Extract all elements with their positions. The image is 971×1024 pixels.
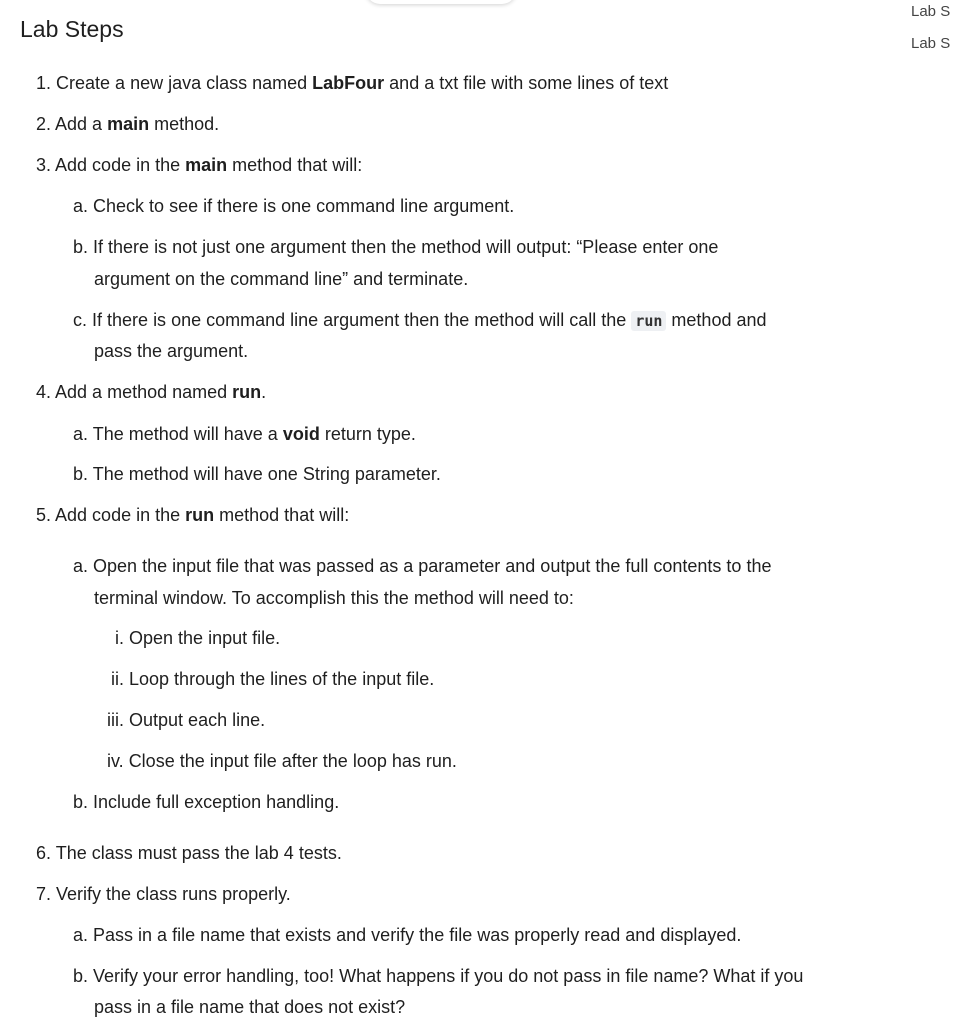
step-2	[36, 108, 219, 140]
step-5a-i	[115, 622, 280, 654]
step-text: Add code in the	[55, 155, 186, 175]
step-3a	[73, 190, 514, 222]
step-number: 4.	[36, 382, 52, 402]
substep-letter: b.	[73, 464, 89, 484]
toc-item-2[interactable]: Lab S	[911, 35, 951, 52]
step-5	[36, 499, 349, 531]
step-1	[36, 67, 668, 99]
substep-text: If there is not just one argument then the method will output: “Please enter one	[93, 237, 719, 257]
step-3b	[73, 231, 718, 263]
roman-numeral: iv.	[107, 751, 124, 771]
substep-text: The method will have one String parameter.	[92, 464, 441, 484]
page-title: Lab Steps	[20, 16, 124, 42]
substep-text: method and	[666, 310, 767, 330]
substep-letter: b.	[73, 237, 89, 257]
step-number: 5.	[36, 505, 52, 525]
substep-letter: b.	[73, 966, 89, 986]
substep-text: Include full exception handling.	[93, 792, 340, 812]
step-3c	[73, 304, 767, 337]
step-text: Create a new java class named	[56, 73, 313, 93]
substep-text: Verify your error handling, too! What happens if you do not pass in file name? What if you	[93, 966, 804, 986]
inline-code-run: run	[631, 311, 666, 331]
step-5a	[73, 550, 771, 582]
step-number: 3.	[36, 155, 52, 175]
substep-text: Loop through the lines of the input file.	[129, 669, 435, 689]
step-4	[36, 376, 266, 408]
roman-numeral: iii.	[107, 710, 124, 730]
substep-text: Open the input file.	[129, 628, 281, 648]
step-7b	[73, 960, 803, 992]
substep-text-continued: pass the argument.	[94, 341, 249, 361]
step-text: Add code in the	[55, 505, 186, 525]
method-name: run	[185, 505, 215, 525]
step-text: method that will:	[227, 155, 363, 175]
step-text: method.	[149, 114, 220, 134]
step-number: 1.	[36, 73, 52, 93]
step-number: 2.	[36, 114, 52, 134]
step-number: 7.	[36, 884, 52, 904]
step-5a-ii	[111, 663, 434, 695]
roman-numeral: i.	[115, 628, 124, 648]
method-name: run	[232, 382, 262, 402]
method-name: main	[107, 114, 150, 134]
step-7a	[73, 919, 741, 951]
step-text: The class must pass the lab 4 tests.	[55, 843, 342, 863]
step-number: 6.	[36, 843, 52, 863]
substep-text: Open the input file that was passed as a parameter and output the full contents to the	[93, 556, 772, 576]
substep-letter: b.	[73, 792, 89, 812]
step-text: Add a	[55, 114, 108, 134]
substep-text-continued: argument on the command line” and terminate.	[94, 269, 469, 289]
substep-letter: a.	[73, 424, 89, 444]
return-type: void	[282, 424, 320, 444]
toc-item-1[interactable]: Lab S	[911, 3, 951, 20]
step-3	[36, 149, 362, 181]
step-text: Verify the class runs properly.	[56, 884, 291, 904]
step-6	[36, 837, 342, 869]
substep-text: Output each line.	[129, 710, 266, 730]
method-name: main	[185, 155, 228, 175]
table-of-contents	[911, 0, 971, 64]
substep-text: Pass in a file name that exists and verify the file was properly read and displayed.	[93, 925, 742, 945]
step-text: .	[261, 382, 267, 402]
substep-text: return type.	[319, 424, 416, 444]
substep-text-continued: terminal window. To accomplish this the method will need to:	[94, 588, 574, 608]
substep-text: If there is one command line argument then the method will call the	[92, 310, 632, 330]
substep-letter: a.	[73, 196, 89, 216]
top-tab-handle[interactable]	[366, 0, 516, 4]
substep-letter: c.	[73, 310, 88, 330]
step-5a-iii	[107, 704, 265, 736]
step-7	[36, 878, 291, 910]
step-4a	[73, 418, 416, 450]
step-text: Add a method named	[55, 382, 233, 402]
substep-text: Close the input file after the loop has run.	[128, 751, 457, 771]
substep-letter: a.	[73, 925, 89, 945]
step-4b	[73, 458, 441, 490]
class-name: LabFour	[312, 73, 385, 93]
substep-text: The method will have a	[92, 424, 283, 444]
step-text: and a txt file with some lines of text	[384, 73, 669, 93]
step-5b	[73, 786, 339, 818]
substep-text: Check to see if there is one command line argument.	[93, 196, 515, 216]
step-5a-iv	[107, 745, 457, 777]
roman-numeral: ii.	[111, 669, 124, 689]
step-text: method that will:	[214, 505, 350, 525]
substep-letter: a.	[73, 556, 89, 576]
substep-text-continued: pass in a file name that does not exist?	[94, 997, 406, 1017]
